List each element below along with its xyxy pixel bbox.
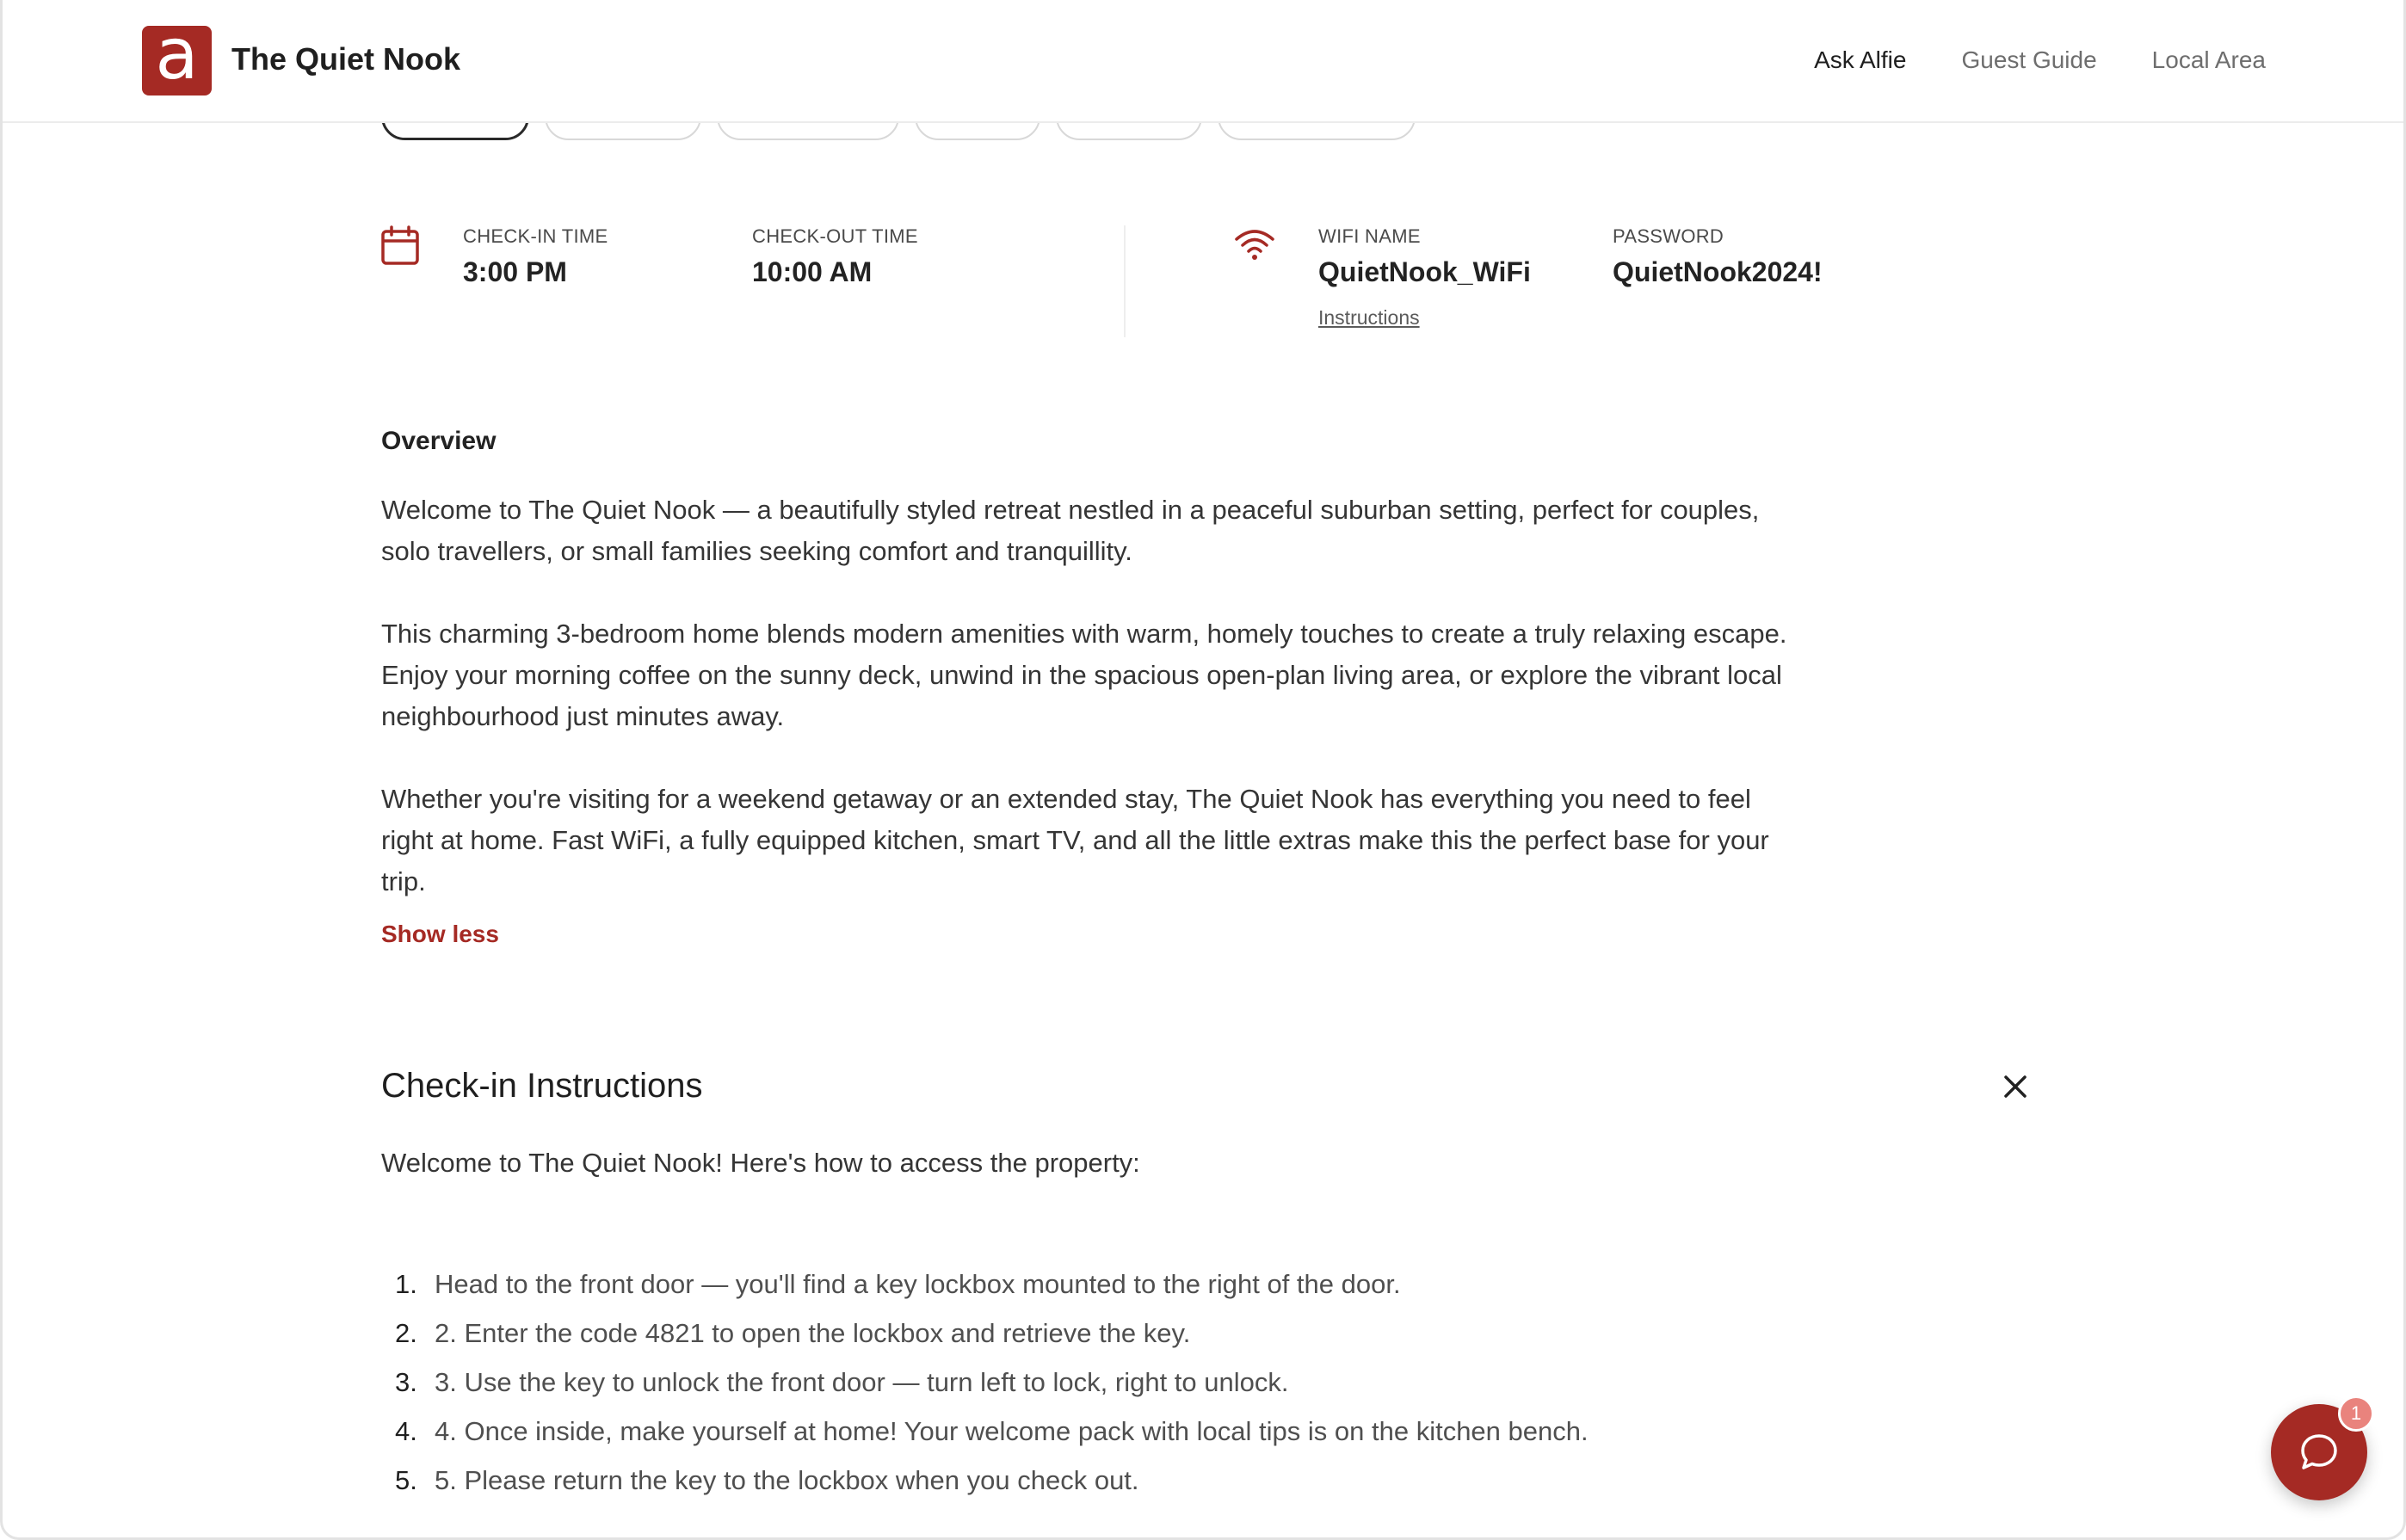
checkout-time-field (752, 225, 918, 288)
overview-paragraph: This charming 3-bedroom home blends modern amenities with warm, homely touches to create a truly relaxing escape. Enjoy your morning coffee on the sunny deck, unwind in the spacious open-plan living area, or explore the vibrant local neighbourhood just minutes away. (381, 619, 1787, 731)
checkin-time-value: 3:00 PM (463, 256, 567, 287)
nav-ask-alfie[interactable]: Ask Alfie (1814, 46, 1907, 73)
checkin-intro: Welcome to The Quiet Nook! Here's how to access the property: (381, 1148, 1140, 1178)
checkout-time-value: 10:00 AM (752, 256, 873, 287)
wifi-name-value: QuietNook_WiFi (1318, 256, 1531, 287)
step-number: 2. (395, 1317, 417, 1348)
wifi-password-value: QuietNook2024! (1613, 256, 1823, 287)
checkout-time-label: CHECK-OUT TIME (752, 225, 918, 247)
step-text: 5. Please return the key to the lockbox when you check out. (435, 1464, 1139, 1495)
overview-paragraph: Whether you're visiting for a weekend getaway or an extended stay, The Quiet Nook has everything you need to feel right at home. Fast WiFi, a fully equipped kitchen, smart TV, and all the little extras make this the perfect base for your trip. (381, 784, 1769, 896)
show-less-button[interactable]: Show less (381, 921, 499, 947)
list-item (381, 1456, 1589, 1505)
nav-local-area[interactable]: Local Area (2151, 46, 2266, 73)
top-header (3, 0, 2403, 123)
checkin-time-label: CHECK-IN TIME (463, 225, 608, 247)
checkin-time-field (463, 225, 608, 288)
step-number: 3. (395, 1366, 417, 1397)
notification-badge: 1 (2338, 1395, 2374, 1432)
chat-bubble-icon (2298, 1431, 2341, 1474)
wifi-name-label: WIFI NAME (1318, 225, 1421, 247)
list-item (381, 1260, 1589, 1309)
wifi-name-field (1318, 225, 1531, 288)
step-number: 4. (395, 1415, 417, 1446)
list-item (381, 1407, 1589, 1456)
checkin-steps-list (381, 1260, 1589, 1505)
main-nav (1814, 46, 2266, 74)
list-item (381, 1309, 1589, 1358)
close-icon[interactable] (2001, 1072, 2030, 1101)
step-text: 4. Once inside, make yourself at home! Your welcome pack with local tips is on the kitchen bench. (435, 1415, 1589, 1446)
list-item (381, 1358, 1589, 1407)
brand-name[interactable]: The Quiet Nook (231, 41, 461, 77)
step-text: 2. Enter the code 4821 to open the lockbox and retrieve the key. (435, 1317, 1191, 1348)
wifi-password-field (1613, 225, 1823, 288)
checkin-instructions-heading: Check-in Instructions (381, 1067, 703, 1105)
step-text: 3. Use the key to unlock the front door — turn left to lock, right to unlock. (435, 1366, 1289, 1397)
calendar-icon (381, 225, 419, 265)
nav-guest-guide[interactable]: Guest Guide (1961, 46, 2097, 73)
overview-paragraph: Welcome to The Quiet Nook — a beautifully styled retreat nestled in a peaceful suburban setting, perfect for couples, solo travellers, or small families seeking comfort and tranquillity. (381, 495, 1760, 566)
wifi-instructions-link[interactable]: Instructions (1318, 306, 1420, 329)
step-number: 1. (395, 1268, 417, 1299)
wifi-password-label: PASSWORD (1613, 225, 1724, 247)
step-number: 5. (395, 1464, 417, 1495)
step-text: Head to the front door — you'll find a key lockbox mounted to the right of the door. (435, 1268, 1401, 1299)
wifi-icon (1234, 227, 1275, 262)
brand-logo[interactable] (142, 13, 212, 95)
overview-heading: Overview (381, 427, 497, 455)
info-divider (1124, 225, 1126, 337)
logo-letter: a (155, 13, 199, 95)
